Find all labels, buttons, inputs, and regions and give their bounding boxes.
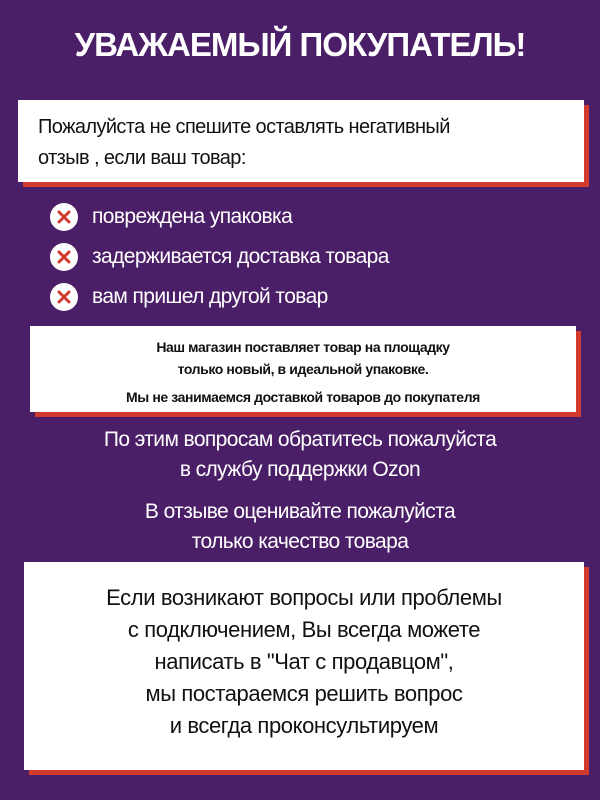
reason-label: задерживается доставка товара <box>92 245 389 268</box>
contact-line-4: мы постараемся решить вопрос <box>145 681 463 706</box>
support-line-1: По этим вопросам обратитесь пожалуйста <box>103 428 497 451</box>
reason-item-wrong-product <box>50 277 389 317</box>
notice-card <box>30 326 576 412</box>
reason-item-packaging <box>50 197 389 237</box>
intro-line-1: Пожалуйста не спешите оставлять негативный <box>38 116 450 138</box>
review-text <box>0 497 600 557</box>
intro-line-2: отзыв , если ваш товар: <box>38 147 246 169</box>
reasons-list <box>50 197 389 317</box>
reason-label: вам пришел другой товар <box>92 285 328 308</box>
reason-label: повреждена упаковка <box>92 205 293 228</box>
notice-line-1: Наш магазин поставляет товар на площадку <box>156 339 450 355</box>
cross-icon <box>50 203 78 231</box>
intro-card <box>18 100 584 182</box>
review-line-2: только качество товара <box>191 530 409 553</box>
notice-line-2: только новый, в идеальной упаковке. <box>177 361 429 377</box>
cross-icon <box>50 243 78 271</box>
contact-line-1: Если возникают вопросы или проблемы <box>106 585 502 610</box>
support-text <box>0 425 600 485</box>
cross-icon <box>50 283 78 311</box>
notice-line-3: Мы не занимаемся доставкой товаров до покупателя <box>126 389 480 405</box>
reason-item-delivery <box>50 237 389 277</box>
contact-line-2: с подключением, Вы всегда можете <box>127 617 481 642</box>
support-line-2: в службу поддержки Ozon <box>179 458 421 481</box>
contact-card <box>24 562 584 770</box>
page-title: УВАЖАЕМЫЙ ПОКУПАТЕЛЬ! <box>74 26 526 63</box>
contact-line-3: написать в "Чат с продавцом", <box>154 649 454 674</box>
review-line-1: В отзыве оценивайте пожалуйста <box>144 500 456 523</box>
contact-line-5: и всегда проконсультируем <box>169 713 439 738</box>
